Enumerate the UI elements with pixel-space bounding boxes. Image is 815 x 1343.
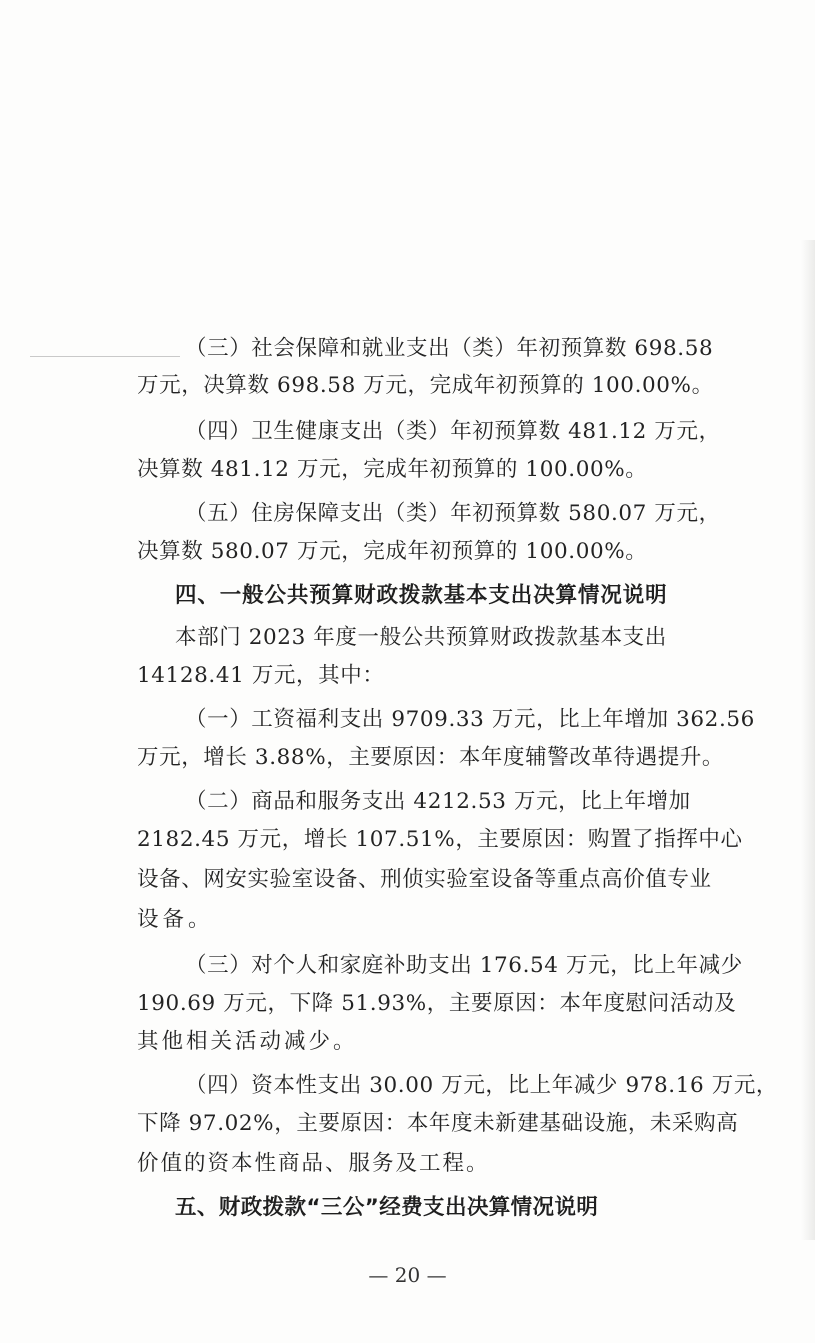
text-line-content: （五）住房保障支出（类）年初预算数 580.07 万元，: [185, 501, 721, 526]
text-line-content: 万元，增长 3.88%，主要原因：本年度辅警改革待遇提升。: [137, 745, 725, 770]
text-line-content: 决算数 580.07 万元，完成年初预算的 100.00%。: [137, 539, 648, 564]
text-line-content: （一）工资福利支出 9709.33 万元，比上年增加 362.56: [185, 707, 755, 732]
text-line-content: （三）社会保障和就业支出（类）年初预算数 698.58: [185, 336, 714, 361]
text-line-content: 本部门 2023 年度一般公共预算财政拨款基本支出: [175, 625, 667, 650]
section-heading-text: 五、财政拨款“三公”经费支出决算情况说明: [175, 1195, 599, 1220]
text-line: [0, 788, 815, 816]
text-line: [0, 456, 815, 484]
text-line: [0, 1072, 815, 1100]
section-heading: [0, 1194, 815, 1222]
text-line: [0, 1110, 815, 1138]
text-line-content: 决算数 481.12 万元，完成年初预算的 100.00%。: [137, 457, 648, 482]
text-line: [0, 906, 815, 934]
text-line: [0, 662, 815, 690]
text-line-content: 2182.45 万元，增长 107.51%，主要原因：购置了指挥中心: [137, 827, 743, 852]
text-line: [0, 1150, 815, 1178]
text-line: [0, 990, 815, 1018]
text-line-content: 设备、网安实验室设备、刑侦实验室设备等重点高价值专业: [137, 867, 712, 892]
text-line: [0, 952, 815, 980]
section-heading: [0, 582, 815, 610]
text-line: [0, 624, 815, 652]
text-line: [0, 1028, 815, 1056]
text-line-content: 14128.41 万元，其中：: [137, 663, 385, 688]
text-line-content: （四）卫生健康支出（类）年初预算数 481.12 万元，: [185, 419, 721, 444]
text-line: [0, 335, 815, 363]
text-line-content: 190.69 万元，下降 51.93%，主要原因：本年度慰问活动及: [137, 991, 737, 1016]
text-line: [0, 372, 815, 400]
text-line: [0, 866, 815, 894]
text-line: [0, 418, 815, 446]
text-line-content: 万元，决算数 698.58 万元，完成年初预算的 100.00%。: [137, 373, 714, 398]
text-line-content: 其他相关活动减少。: [137, 1029, 358, 1054]
text-line-content: 设备。: [137, 907, 214, 932]
text-line: [0, 500, 815, 528]
text-line: [0, 826, 815, 854]
text-line-content: 下降 97.02%，主要原因：本年度未新建基础设施，未采购高: [137, 1111, 739, 1136]
text-line-content: 价值的资本性商品、服务及工程。: [137, 1151, 490, 1176]
text-line-content: （四）资本性支出 30.00 万元，比上年减少 978.16 万元，: [185, 1073, 779, 1098]
text-line: [0, 744, 815, 772]
text-line-content: （三）对个人和家庭补助支出 176.54 万元，比上年减少: [185, 953, 743, 978]
text-line-content: （二）商品和服务支出 4212.53 万元，比上年增加: [185, 789, 691, 814]
section-heading-text: 四、一般公共预算财政拨款基本支出决算情况说明: [175, 583, 667, 608]
text-line: [0, 538, 815, 566]
page-number: — 20 —: [368, 1263, 447, 1287]
text-line: [0, 706, 815, 734]
